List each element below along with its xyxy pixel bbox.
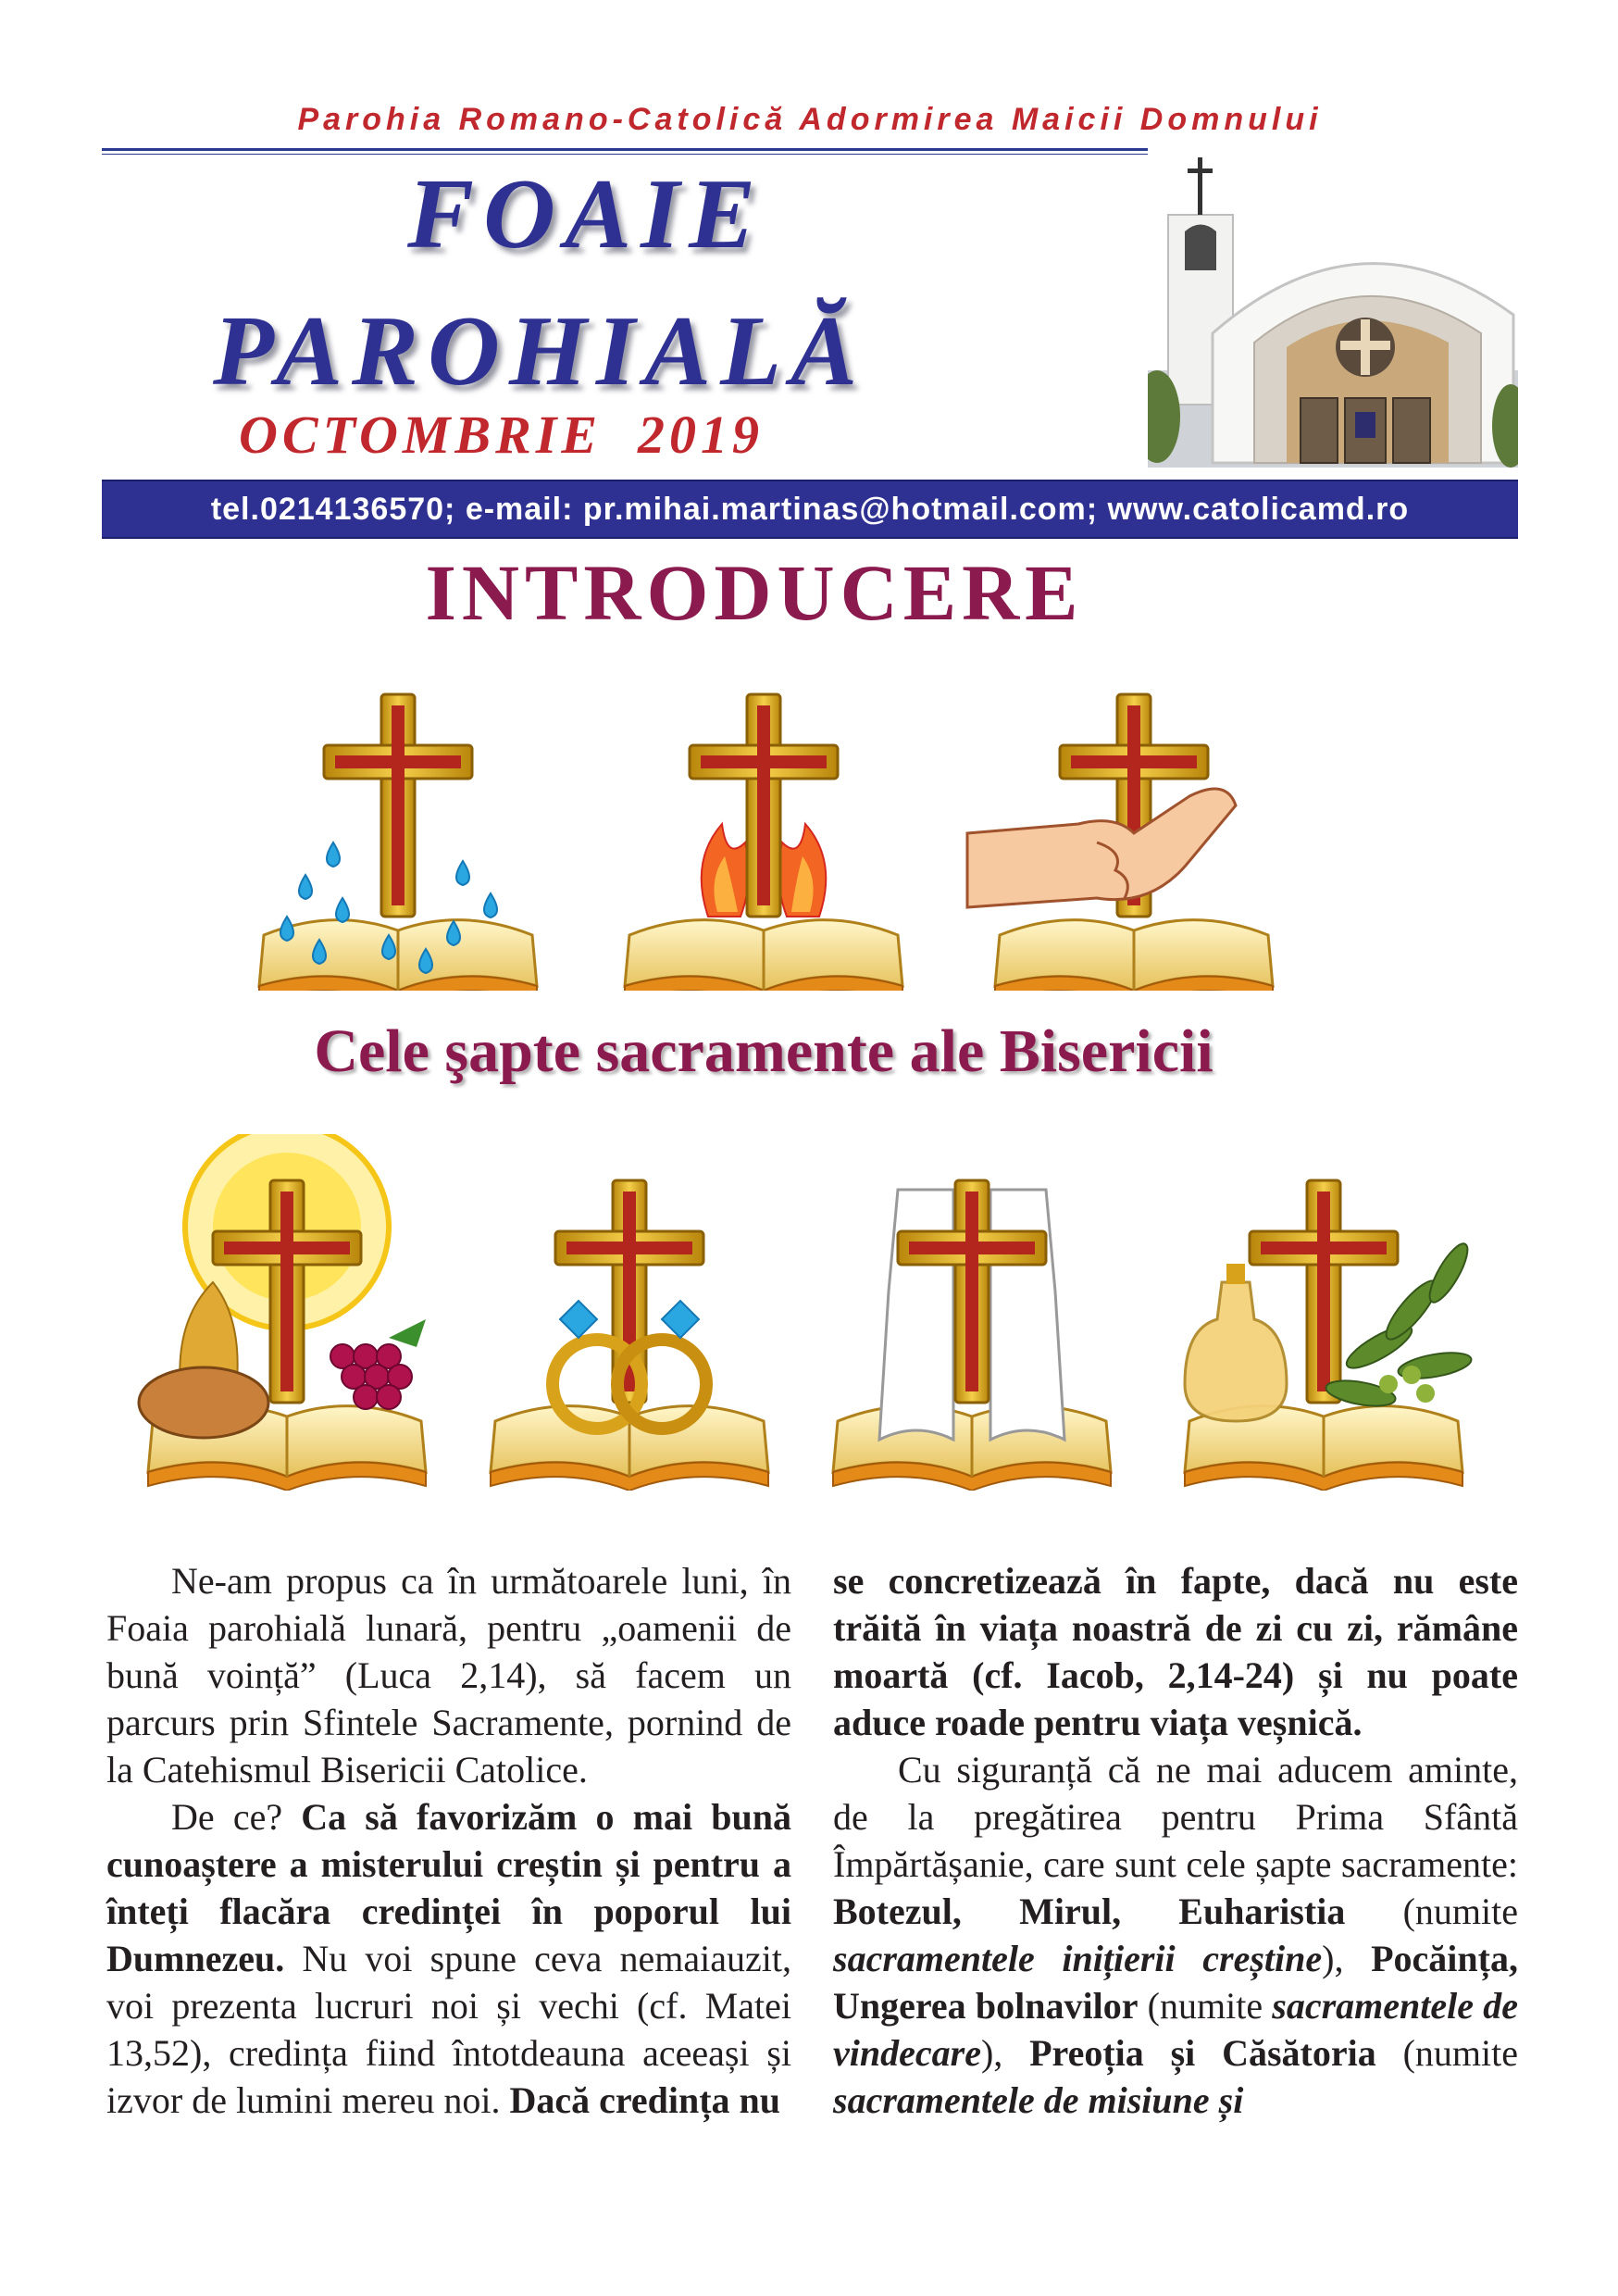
oil-icon (1185, 1180, 1475, 1491)
sacrament-icons-row1 (231, 648, 1296, 991)
holy-orders-icon (833, 1180, 1111, 1491)
bold-italic-text-run: sacramentele de vindecare (833, 1985, 1518, 2074)
subtitle: Cele şapte sacramente ale Bisericii (314, 1017, 1214, 1085)
issue-date: OCTOMBRIE 2019 (239, 405, 765, 465)
bold-italic-text-run: sacramentele de misiune și (833, 2079, 1244, 2121)
text-run: Cu siguranță că ne mai aducem aminte, de la pregătirea pentru Prima Sfântă Împărtășanie, care sunt cele șapte sacramente: (833, 1749, 1518, 1885)
text-run: ), (1322, 1938, 1372, 1979)
text-run: (numite (1345, 1890, 1519, 1932)
bold-italic-text-run: sacramentele inițierii creștine (833, 1938, 1323, 1979)
article-paragraph (106, 1793, 791, 2124)
article-paragraph (833, 1746, 1518, 2124)
parish-name: Parohia Romano-Catolică Adormirea Maicii Domnului (297, 102, 1323, 137)
contact-bar: tel.0214136570; e-mail: pr.mihai.martinas@hotmail.com; www.catolicamd.ro (102, 480, 1518, 539)
matrimony-icon (491, 1180, 768, 1491)
text-run: (numite (1138, 1985, 1273, 2027)
text-run: Nu voi spune ceva nemaiauzit, voi prezenta lucruri noi și vechi (cf. Matei 13,52), credința fiind întotdeauna aceeași și izvor de lumini mereu noi. (106, 1938, 791, 2121)
bold-text-run: se concretizează în fapte, dacă nu este trăită în viața noastră de zi cu zi, rămâne moartă (cf. Iacob, 2,14-24) și nu poate aduce roade pentru viața veșnică. (833, 1560, 1518, 1743)
text-run: (numite (1375, 2032, 1518, 2074)
eucharist-icon (139, 1134, 426, 1491)
section-title: INTRODUCERE (425, 548, 1084, 637)
baptism-icon (259, 694, 537, 991)
masthead-title-line1: FOAIE (407, 159, 765, 269)
article-column-left (106, 1557, 791, 2124)
text-run: ), (980, 2032, 1030, 2074)
bold-text-run: Botezul, Mirul, Euharistia (833, 1890, 1346, 1932)
confirmation-icon (625, 694, 902, 991)
church-photo (1148, 148, 1518, 468)
sacrament-icons-row2 (130, 1134, 1518, 1491)
text-run: De ce? (171, 1796, 302, 1838)
bold-text-run: Pocăința, Ungerea bolnavilor (833, 1938, 1518, 2027)
article-paragraph (833, 1557, 1518, 1746)
anointing-icon (967, 694, 1273, 991)
bold-text-run: Dacă credința nu (509, 2079, 781, 2121)
article-column-right (833, 1557, 1518, 2124)
article-paragraph: Ne-am propus ca în următoarele luni, în Foaia parohială lunară, pentru „oamenii de bună voință” (Luca 2,14), să facem un parcurs prin Sfintele Sacramente, pornind de la Catehismul Bisericii Catolice. (106, 1560, 791, 1791)
masthead-title-line2: PAROHIALĂ (213, 296, 867, 406)
bold-text-run: Ca să favorizăm o mai bună cunoaștere a misterului creștin și pentru a înteți flacăra credinței în poporul lui Dumnezeu. (106, 1796, 791, 1979)
bold-text-run: Preoția și Căsătoria (1029, 2032, 1376, 2074)
